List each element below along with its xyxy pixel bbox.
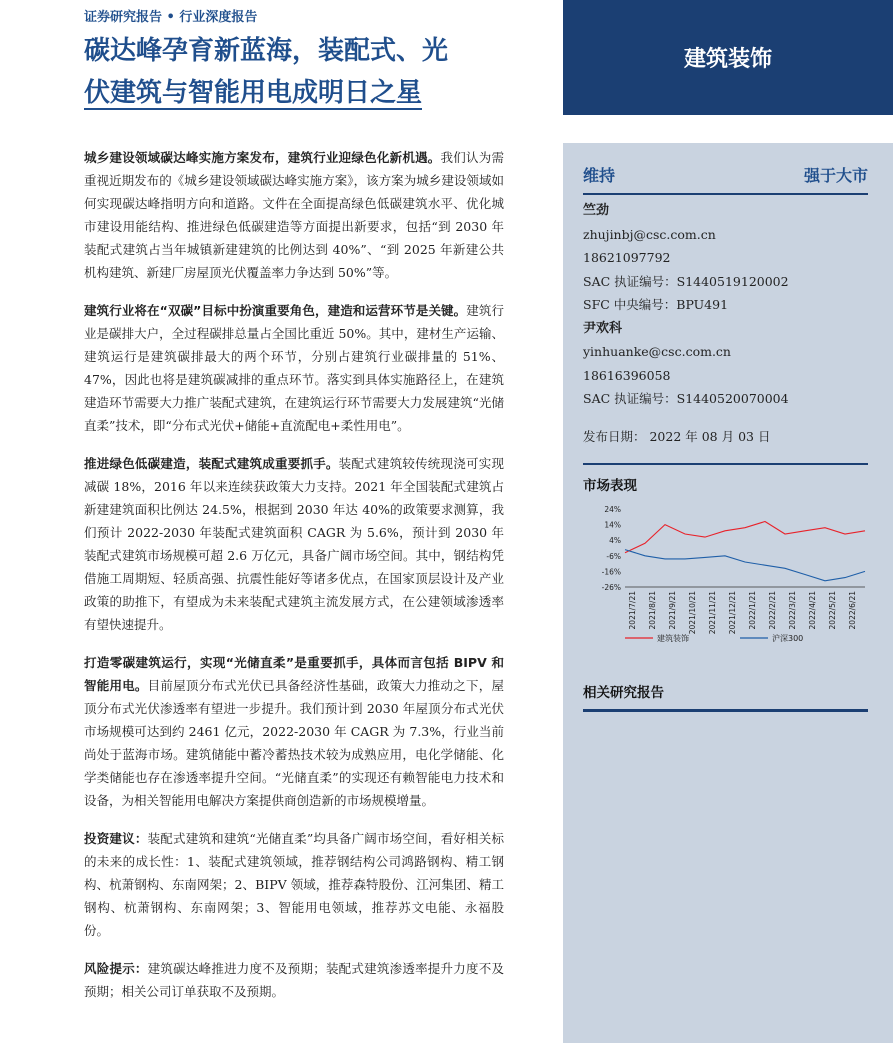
analyst-sac: SAC 执证编号：S1440520070004 (583, 391, 789, 406)
market-heading: 市场表现 (583, 478, 637, 494)
x-tick-label: 2022/3/21 (788, 591, 797, 630)
analyst-sfc: SFC 中央编号：BPU491 (583, 297, 729, 312)
y-tick-label: -16% (601, 567, 621, 577)
x-tick-label: 2022/4/21 (808, 591, 817, 630)
divider (583, 193, 868, 195)
analyst-name: 尹欢科 (583, 320, 623, 336)
series-line (625, 550, 865, 581)
x-tick-label: 2021/7/21 (628, 591, 637, 630)
x-tick-label: 2022/5/21 (828, 591, 837, 630)
paragraph-text: 目前屋顶分布式光伏已具备经济性基础，政策大力推动之下，屋顶分布式光伏渗透率有望进一步提升。我们预计到 2030 年屋顶分布式光伏市场规模可达到约 2461 亿元，2022-2030 年 CAGR 为 7.3%，行业当前尚处于蓝海市场。建筑储能中蓄冷蓄热技术较为成熟应用，电化学储能、化学类储能也存在渗透率提升空间。“光储直柔”的实现还有赖智能电力技术和设备，为相关智能用电解决方案提供商创造新的市场规模增量。 (84, 678, 504, 808)
body-paragraph (84, 299, 504, 437)
rating-row (583, 163, 868, 189)
paragraph-lead: 投资建议： (84, 831, 148, 846)
x-tick-label: 2021/9/21 (668, 591, 677, 630)
body-paragraph (84, 452, 504, 636)
analyst-phone: 18616396058 (583, 367, 671, 383)
rating-value: 强于大市 (803, 166, 868, 185)
analyst-email: zhujinbj@csc.com.cn (583, 226, 716, 242)
analyst-sac: SAC 执证编号：S1440519120002 (583, 273, 789, 289)
paragraph-text: 建筑行业是碳排大户，全过程碳排总量占全国比重近 50%。其中，建材生产运输、建筑运行是建筑碳排最大的两个环节，分别占建筑行业碳排量的 51%、47%，因此也将是建筑碳减排的重点环节。落实到具体实施路径上，在建筑建造环节需要大力推广装配式建筑，在建筑运行环节需要大力发展建筑“光储直柔”技术，即“分布式光伏+储能+直流配电+柔性用电”。 (84, 303, 504, 433)
x-tick-label: 2021/10/21 (688, 591, 697, 635)
x-tick-label: 2021/11/21 (708, 591, 717, 635)
body-paragraph (84, 651, 504, 812)
related-heading: 相关研究报告 (583, 685, 664, 701)
publish-date: 发布日期： 2022 年 08 月 03 日 (583, 429, 771, 444)
legend-label: 沪深300 (772, 634, 804, 643)
y-tick-label: -6% (606, 551, 621, 561)
title-line-1: 碳达峰孕育新蓝海，装配式、光 (84, 36, 449, 66)
body-paragraph (84, 827, 504, 942)
x-tick-label: 2021/12/21 (728, 591, 737, 635)
x-tick-label: 2022/6/21 (848, 591, 857, 630)
y-tick-label: 14% (604, 520, 621, 530)
x-tick-label: 2021/8/21 (648, 591, 657, 630)
y-tick-label: 24% (604, 505, 621, 514)
paragraph-lead: 城乡建设领域碳达峰实施方案发布，建筑行业迎绿色化新机遇。 (84, 150, 441, 165)
analyst-phone: 18621097792 (583, 250, 671, 265)
rating-label: 维持 (583, 166, 616, 185)
body-paragraph (84, 146, 504, 284)
divider (583, 463, 868, 465)
sidebar (563, 143, 893, 1043)
paragraph-lead: 建筑行业将在“双碳”目标中扮演重要角色，建造和运营环节是关键。 (84, 303, 467, 318)
paragraph-lead: 风险提示： (84, 961, 148, 976)
report-title (84, 30, 554, 114)
paragraph-text: 我们认为需重视近期发布的《城乡建设领域碳达峰实施方案》，该方案为城乡建设领域如何实现碳达峰指明方向和道路。文件在全面提高绿色低碳建筑水平、优化城市建设用能结构、推进绿色低碳建造等方面提出新要求，包括“到 2030 年装配式建筑占当年城镇新建建筑的比例达到 40%”、“到 2025 年新建公共机构建筑、新建厂房屋顶光伏覆盖率力争达到 50%”等。 (84, 150, 504, 280)
x-tick-label: 2022/2/21 (768, 591, 777, 630)
paragraph-text: 装配式建筑较传统现浇可实现减碳 18%，2016 年以来连续获政策大力支持。2021 年全国装配式建筑占新建建筑面积比例达 24.5%，根据到 2030 年达 40%的政策要求测算，我们预计 2022-2030 年装配式建筑面积 CAGR 为 5.6%，预计到 2030 年装配式建筑市场规模可超 2.6 万亿元，具备广阔市场空间。其中，钢结构凭借施工周期短、轻质高强、抗震性能好等诸多优点，在国家顶层设计及产业政策的助推下，有望成为未来装配式建筑主流发展方式，在公建领域渗透率有望快速提升。 (84, 456, 504, 632)
y-tick-label: 4% (609, 536, 621, 546)
analyst-name: 竺劲 (583, 203, 610, 218)
title-line-2: 伏建筑与智能用电成明日之星 (84, 78, 423, 108)
paragraph-text: 建筑碳达峰推进力度不及预期；装配式建筑渗透率提升力度不及预期；相关公司订单获取不及预期。 (84, 961, 504, 999)
main-body (84, 146, 504, 1018)
series-line (625, 522, 865, 553)
analyst-block (583, 199, 789, 411)
divider (583, 709, 868, 712)
paragraph-text: 装配式建筑和建筑“光储直柔”均具备广阔市场空间，看好相关标的未来的成长性：1、装配式建筑领域，推荐钢结构公司鸿路钢构、精工钢构、杭萧钢构、东南网架；2、BIPV 领域，推荐森特股份、江河集团、精工钢构、杭萧钢构、东南网架；3、智能用电领域，推荐苏文电能、永福股份。 (84, 831, 504, 938)
body-paragraph (84, 957, 504, 1003)
legend-label: 建筑装饰 (657, 634, 689, 643)
analyst-email: yinhuanke@csc.com.cn (583, 344, 731, 359)
sector-banner: 建筑装饰 (563, 0, 893, 115)
paragraph-lead: 推进绿色低碳建造，装配式建筑成重要抓手。 (84, 456, 339, 471)
x-tick-label: 2022/1/21 (748, 591, 757, 630)
market-performance-chart (583, 501, 868, 651)
paragraph-lead: 打造零碳建筑运行，实现“光储直柔”是重要抓手，具体而言包括 BIPV 和智能用电。 (84, 655, 504, 693)
y-tick-label: -26% (601, 583, 621, 592)
report-kicker: 证券研究报告 • 行业深度报告 (84, 10, 258, 25)
